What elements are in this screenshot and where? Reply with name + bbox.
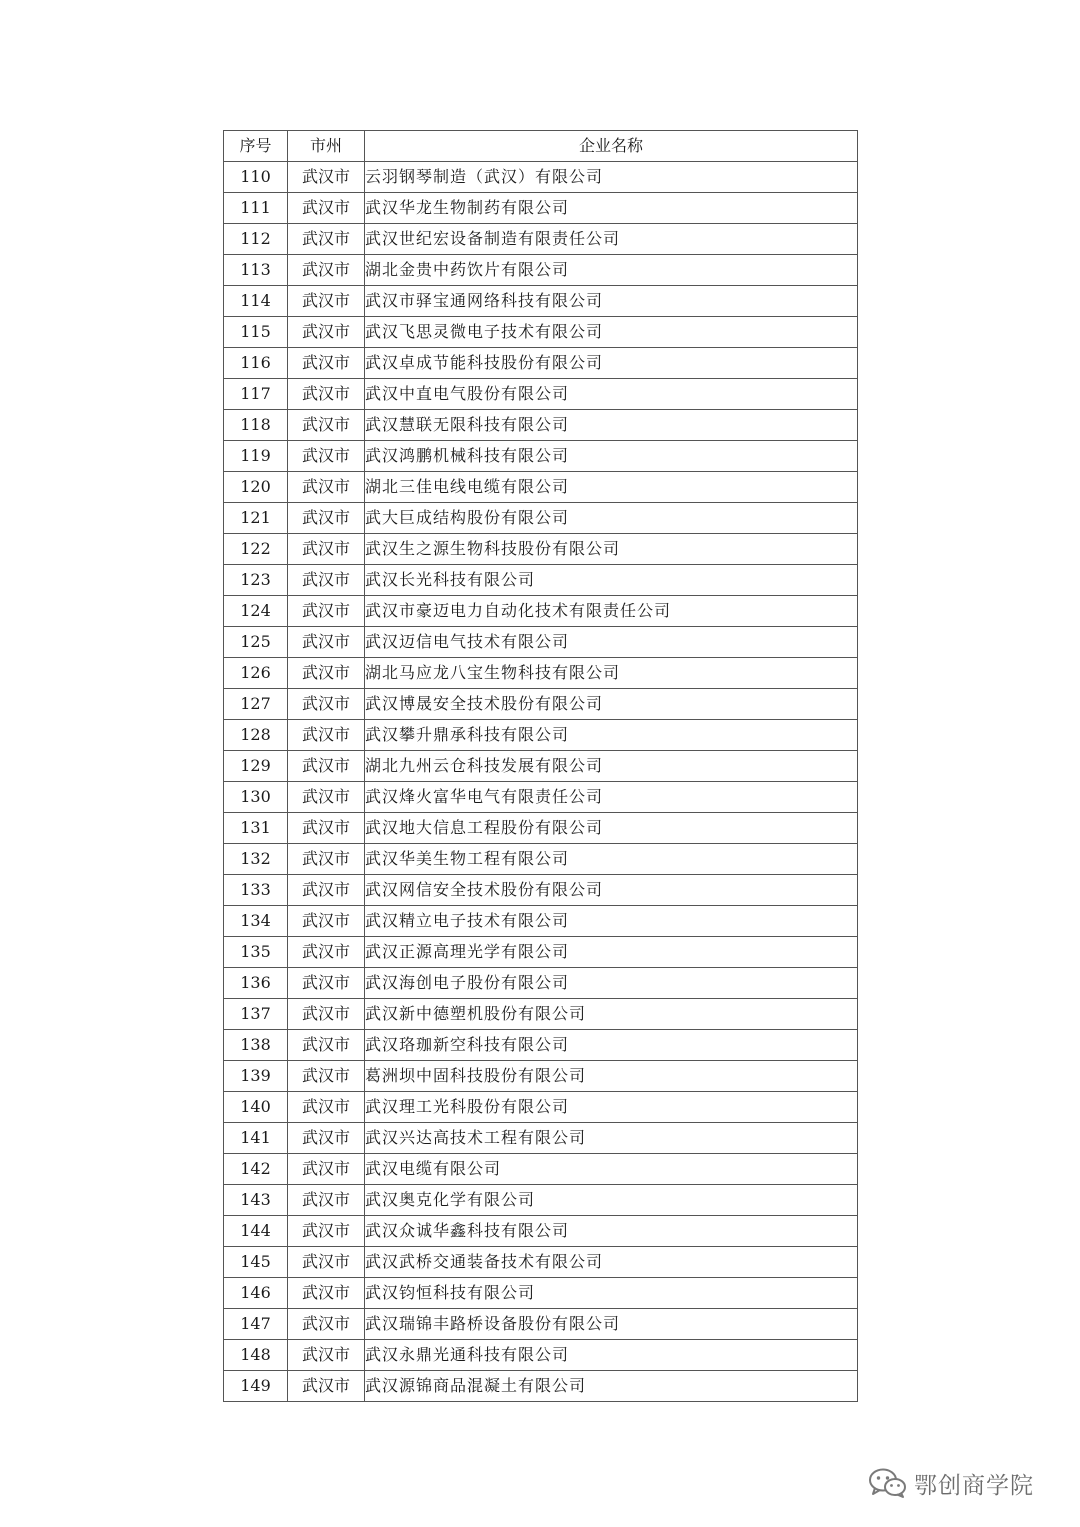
row-company-cell: 湖北三佳电线电缆有限公司 [365, 472, 858, 503]
table-row [224, 565, 858, 596]
row-company-cell: 武汉电缆有限公司 [365, 1154, 858, 1185]
row-company-cell: 武汉珞珈新空科技有限公司 [365, 1030, 858, 1061]
row-company-cell: 武汉博晟安全技术股份有限公司 [365, 689, 858, 720]
row-city-cell: 武汉市 [288, 503, 365, 534]
company-table [223, 130, 858, 1402]
table-row [224, 255, 858, 286]
row-company-cell: 湖北金贵中药饮片有限公司 [365, 255, 858, 286]
row-company-cell: 武汉兴达高技术工程有限公司 [365, 1123, 858, 1154]
row-seq-cell: 146 [224, 1278, 288, 1309]
row-seq-cell: 131 [224, 813, 288, 844]
row-company-cell: 武汉网信安全技术股份有限公司 [365, 875, 858, 906]
row-city-cell: 武汉市 [288, 1371, 365, 1402]
table-row [224, 999, 858, 1030]
row-company-cell: 武汉攀升鼎承科技有限公司 [365, 720, 858, 751]
row-city-cell: 武汉市 [288, 534, 365, 565]
table-row [224, 1185, 858, 1216]
row-seq-cell: 120 [224, 472, 288, 503]
row-company-cell: 武汉长光科技有限公司 [365, 565, 858, 596]
row-city-cell: 武汉市 [288, 689, 365, 720]
row-company-cell: 武大巨成结构股份有限公司 [365, 503, 858, 534]
row-city-cell: 武汉市 [288, 1185, 365, 1216]
table-row [224, 627, 858, 658]
row-seq-cell: 141 [224, 1123, 288, 1154]
table-row [224, 503, 858, 534]
row-company-cell: 武汉世纪宏设备制造有限责任公司 [365, 224, 858, 255]
row-company-cell: 武汉众诚华鑫科技有限公司 [365, 1216, 858, 1247]
row-seq-cell: 112 [224, 224, 288, 255]
row-company-cell: 武汉华龙生物制药有限公司 [365, 193, 858, 224]
table-row [224, 1030, 858, 1061]
row-company-cell: 武汉新中德塑机股份有限公司 [365, 999, 858, 1030]
row-company-cell: 武汉华美生物工程有限公司 [365, 844, 858, 875]
row-city-cell: 武汉市 [288, 441, 365, 472]
table-row [224, 1061, 858, 1092]
table-row [224, 1123, 858, 1154]
row-city-cell: 武汉市 [288, 1092, 365, 1123]
table-row [224, 844, 858, 875]
header-seq: 序号 [224, 131, 288, 162]
row-company-cell: 武汉鸿鹏机械科技有限公司 [365, 441, 858, 472]
row-seq-cell: 132 [224, 844, 288, 875]
table-row [224, 162, 858, 193]
row-seq-cell: 139 [224, 1061, 288, 1092]
watermark-text: 鄂创商学院 [914, 1472, 1034, 1499]
table-body [224, 162, 858, 1402]
row-seq-cell: 110 [224, 162, 288, 193]
table-row [224, 813, 858, 844]
table-row [224, 1154, 858, 1185]
table-row [224, 937, 858, 968]
row-seq-cell: 127 [224, 689, 288, 720]
table-row [224, 1340, 858, 1371]
row-city-cell: 武汉市 [288, 379, 365, 410]
row-city-cell: 武汉市 [288, 968, 365, 999]
row-company-cell: 武汉市驿宝通网络科技有限公司 [365, 286, 858, 317]
table-row [224, 1371, 858, 1402]
table-row [224, 317, 858, 348]
row-company-cell: 武汉市豪迈电力自动化技术有限责任公司 [365, 596, 858, 627]
row-seq-cell: 113 [224, 255, 288, 286]
row-city-cell: 武汉市 [288, 658, 365, 689]
row-city-cell: 武汉市 [288, 1154, 365, 1185]
row-city-cell: 武汉市 [288, 348, 365, 379]
row-company-cell: 武汉烽火富华电气有限责任公司 [365, 782, 858, 813]
row-city-cell: 武汉市 [288, 410, 365, 441]
row-seq-cell: 149 [224, 1371, 288, 1402]
row-seq-cell: 129 [224, 751, 288, 782]
table-row [224, 441, 858, 472]
row-company-cell: 武汉慧联无限科技有限公司 [365, 410, 858, 441]
table-row [224, 1309, 858, 1340]
row-seq-cell: 126 [224, 658, 288, 689]
row-company-cell: 武汉飞思灵微电子技术有限公司 [365, 317, 858, 348]
row-city-cell: 武汉市 [288, 286, 365, 317]
row-seq-cell: 142 [224, 1154, 288, 1185]
row-city-cell: 武汉市 [288, 1309, 365, 1340]
row-company-cell: 武汉理工光科股份有限公司 [365, 1092, 858, 1123]
row-company-cell: 武汉正源高理光学有限公司 [365, 937, 858, 968]
row-city-cell: 武汉市 [288, 224, 365, 255]
row-city-cell: 武汉市 [288, 1030, 365, 1061]
row-seq-cell: 147 [224, 1309, 288, 1340]
row-company-cell: 湖北九州云仓科技发展有限公司 [365, 751, 858, 782]
wechat-icon [868, 1467, 908, 1499]
table-row [224, 286, 858, 317]
row-city-cell: 武汉市 [288, 999, 365, 1030]
row-seq-cell: 148 [224, 1340, 288, 1371]
row-seq-cell: 143 [224, 1185, 288, 1216]
row-city-cell: 武汉市 [288, 844, 365, 875]
row-city-cell: 武汉市 [288, 1061, 365, 1092]
row-seq-cell: 134 [224, 906, 288, 937]
row-seq-cell: 122 [224, 534, 288, 565]
row-company-cell: 武汉武桥交通装备技术有限公司 [365, 1247, 858, 1278]
table-row [224, 379, 858, 410]
row-company-cell: 武汉海创电子股份有限公司 [365, 968, 858, 999]
table-row [224, 968, 858, 999]
row-city-cell: 武汉市 [288, 1247, 365, 1278]
table-row [224, 1216, 858, 1247]
row-company-cell: 武汉永鼎光通科技有限公司 [365, 1340, 858, 1371]
table-row [224, 1247, 858, 1278]
table-row [224, 751, 858, 782]
table-row [224, 534, 858, 565]
table-row [224, 875, 858, 906]
row-seq-cell: 140 [224, 1092, 288, 1123]
row-seq-cell: 124 [224, 596, 288, 627]
table-row [224, 193, 858, 224]
table-row [224, 1278, 858, 1309]
row-seq-cell: 130 [224, 782, 288, 813]
row-city-cell: 武汉市 [288, 1123, 365, 1154]
row-city-cell: 武汉市 [288, 472, 365, 503]
row-city-cell: 武汉市 [288, 596, 365, 627]
row-city-cell: 武汉市 [288, 255, 365, 286]
row-company-cell: 湖北马应龙八宝生物科技有限公司 [365, 658, 858, 689]
row-seq-cell: 125 [224, 627, 288, 658]
row-company-cell: 武汉钧恒科技有限公司 [365, 1278, 858, 1309]
row-city-cell: 武汉市 [288, 193, 365, 224]
row-city-cell: 武汉市 [288, 782, 365, 813]
row-company-cell: 武汉中直电气股份有限公司 [365, 379, 858, 410]
row-company-cell: 武汉瑞锦丰路桥设备股份有限公司 [365, 1309, 858, 1340]
row-seq-cell: 111 [224, 193, 288, 224]
row-company-cell: 武汉源锦商品混凝土有限公司 [365, 1371, 858, 1402]
row-city-cell: 武汉市 [288, 317, 365, 348]
row-seq-cell: 138 [224, 1030, 288, 1061]
table-row [224, 782, 858, 813]
row-city-cell: 武汉市 [288, 1216, 365, 1247]
row-city-cell: 武汉市 [288, 627, 365, 658]
row-seq-cell: 128 [224, 720, 288, 751]
table-row [224, 689, 858, 720]
table-row [224, 720, 858, 751]
row-seq-cell: 116 [224, 348, 288, 379]
table-row [224, 1092, 858, 1123]
row-seq-cell: 145 [224, 1247, 288, 1278]
watermark [868, 1463, 1034, 1503]
row-city-cell: 武汉市 [288, 751, 365, 782]
row-seq-cell: 123 [224, 565, 288, 596]
row-seq-cell: 137 [224, 999, 288, 1030]
row-city-cell: 武汉市 [288, 875, 365, 906]
row-seq-cell: 117 [224, 379, 288, 410]
row-seq-cell: 135 [224, 937, 288, 968]
header-company: 企业名称 [365, 131, 858, 162]
row-seq-cell: 115 [224, 317, 288, 348]
row-seq-cell: 144 [224, 1216, 288, 1247]
row-city-cell: 武汉市 [288, 162, 365, 193]
table-row [224, 906, 858, 937]
header-city: 市州 [288, 131, 365, 162]
row-seq-cell: 118 [224, 410, 288, 441]
row-company-cell: 云羽钢琴制造（武汉）有限公司 [365, 162, 858, 193]
row-city-cell: 武汉市 [288, 1340, 365, 1371]
table-row [224, 596, 858, 627]
row-seq-cell: 119 [224, 441, 288, 472]
row-company-cell: 武汉精立电子技术有限公司 [365, 906, 858, 937]
table-row [224, 472, 858, 503]
row-city-cell: 武汉市 [288, 813, 365, 844]
row-company-cell: 武汉卓成节能科技股份有限公司 [365, 348, 858, 379]
row-city-cell: 武汉市 [288, 906, 365, 937]
table-row [224, 410, 858, 441]
row-city-cell: 武汉市 [288, 720, 365, 751]
row-company-cell: 葛洲坝中固科技股份有限公司 [365, 1061, 858, 1092]
row-company-cell: 武汉奥克化学有限公司 [365, 1185, 858, 1216]
row-seq-cell: 114 [224, 286, 288, 317]
row-seq-cell: 133 [224, 875, 288, 906]
row-city-cell: 武汉市 [288, 565, 365, 596]
row-city-cell: 武汉市 [288, 1278, 365, 1309]
row-company-cell: 武汉地大信息工程股份有限公司 [365, 813, 858, 844]
row-city-cell: 武汉市 [288, 937, 365, 968]
table-row [224, 348, 858, 379]
table-header-row [224, 131, 858, 162]
row-company-cell: 武汉迈信电气技术有限公司 [365, 627, 858, 658]
row-company-cell: 武汉生之源生物科技股份有限公司 [365, 534, 858, 565]
row-seq-cell: 136 [224, 968, 288, 999]
row-seq-cell: 121 [224, 503, 288, 534]
table-row [224, 658, 858, 689]
table-row [224, 224, 858, 255]
